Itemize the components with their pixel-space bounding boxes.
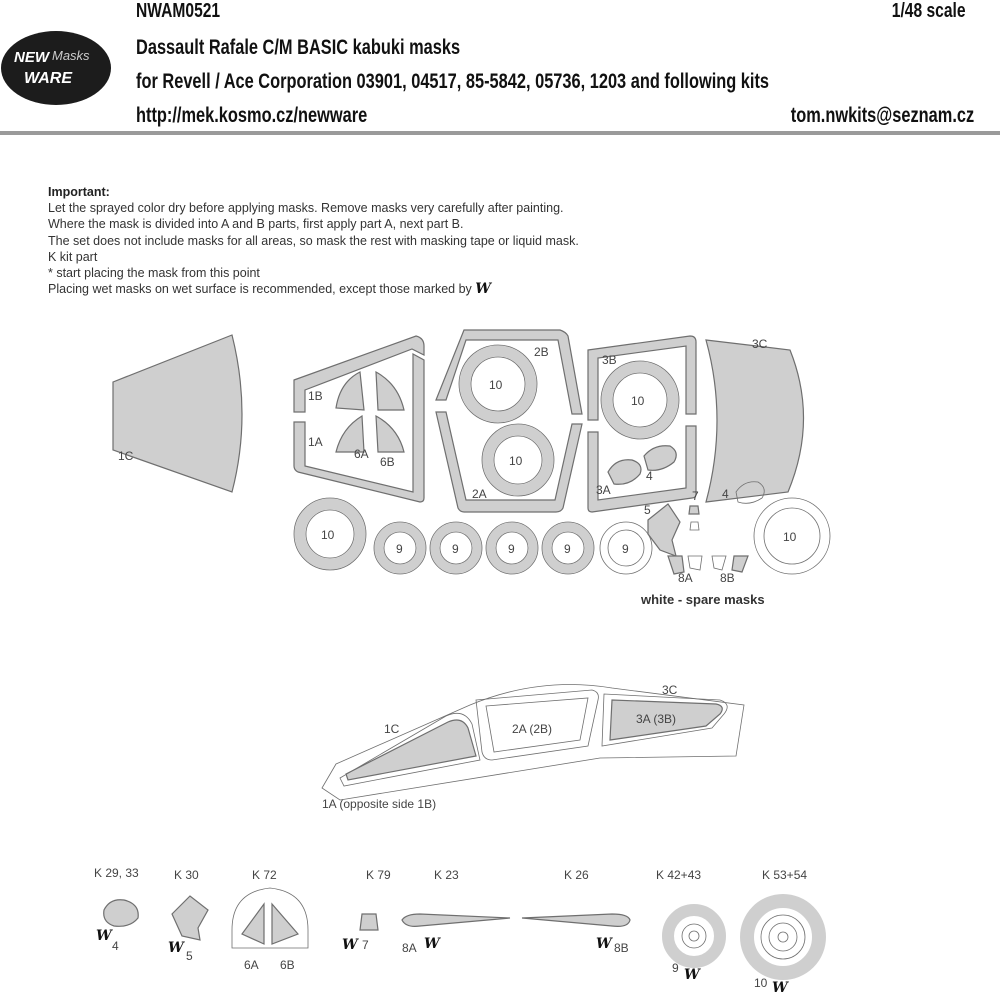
ring-9-label: 9 xyxy=(508,542,515,556)
ring-9-label: 9 xyxy=(452,542,459,556)
ring-9-label: 9 xyxy=(622,542,629,556)
w-symbol-icon: W xyxy=(96,928,112,944)
label-4: 4 xyxy=(646,469,653,483)
part-label-k29-33: K 29, 33 xyxy=(94,866,139,880)
part-number-7: 7 xyxy=(362,938,369,952)
mask-6B-lower xyxy=(376,416,404,452)
logo-text-ware: WARE xyxy=(24,70,72,87)
label-6B: 6B xyxy=(380,455,395,469)
part-number-6B: 6B xyxy=(280,958,295,972)
label-1C: 1C xyxy=(118,449,134,463)
wheel-hub-ring xyxy=(769,923,797,951)
ring-9-label: 9 xyxy=(564,542,571,556)
part-number-6A: 6A xyxy=(244,958,259,972)
w-symbol-icon: W xyxy=(684,967,700,983)
label-3C: 3C xyxy=(752,337,768,351)
instruction-line: * start placing the mask from this point xyxy=(48,266,260,281)
label-8B: 8B xyxy=(720,571,735,585)
label-3B: 3B xyxy=(602,353,617,367)
part-k72-outline xyxy=(232,888,308,948)
website-link[interactable]: http://mek.kosmo.cz/newware xyxy=(136,104,368,127)
part-k30 xyxy=(172,896,208,940)
part-label-k53-54: K 53+54 xyxy=(762,868,808,882)
mask-5 xyxy=(648,504,680,556)
part-label-k23: K 23 xyxy=(434,868,459,882)
canopy-mask-1C xyxy=(346,720,476,780)
w-symbol-icon: W xyxy=(424,936,440,952)
part-number-5: 5 xyxy=(186,949,193,963)
part-k53-54-ring xyxy=(747,901,819,973)
w-symbol-icon: W xyxy=(168,940,184,956)
part-k42-43-ring xyxy=(668,910,720,962)
email-link[interactable]: tom.nwkits@seznam.cz xyxy=(790,104,974,127)
label-8A: 8A xyxy=(678,571,693,585)
mask-4-inner-b xyxy=(644,446,676,471)
w-symbol-icon: W xyxy=(342,937,358,953)
label-5: 5 xyxy=(644,503,651,517)
wheel-hub-center xyxy=(689,931,699,941)
part-number-4: 4 xyxy=(112,939,119,953)
instruction-line: Where the mask is divided into A and B parts, first apply part A, next part B. xyxy=(48,217,464,232)
instruction-line: K kit part xyxy=(48,249,98,264)
part-label-k42-43: K 42+43 xyxy=(656,868,702,882)
mask-7 xyxy=(689,506,699,514)
label-4-spare: 4 xyxy=(722,487,729,501)
mask-2B-frame xyxy=(436,330,582,414)
label-3A: 3A xyxy=(596,483,611,497)
part-k29-33 xyxy=(104,900,139,927)
canopy-label-3A: 3A (3B) xyxy=(636,712,677,726)
ring-10-label: 10 xyxy=(489,378,503,392)
wheel-hub-small xyxy=(682,924,706,948)
part-label-k72: K 72 xyxy=(252,868,277,882)
w-symbol-icon: W xyxy=(772,980,788,995)
part-label-k26: K 26 xyxy=(564,868,589,882)
part-label-k79: K 79 xyxy=(366,868,391,882)
w-symbol-icon: W xyxy=(475,281,492,298)
ring-10-label: 10 xyxy=(321,528,335,542)
label-2B: 2B xyxy=(534,345,549,359)
label-7: 7 xyxy=(692,489,699,503)
part-number-9: 9 xyxy=(672,961,679,975)
instruction-line: Let the sprayed color dry before applying masks. Remove masks very carefully after painting. xyxy=(48,201,564,216)
ring-10-label: 10 xyxy=(783,530,797,544)
logo-text-masks: Masks xyxy=(52,48,90,63)
part-number-8B: 8B xyxy=(614,941,629,955)
spare-mask-8A xyxy=(688,556,702,570)
product-code: NWAM0521 xyxy=(136,0,221,22)
label-2A: 2A xyxy=(472,487,487,501)
part-number-10: 10 xyxy=(754,976,768,990)
mask-1C xyxy=(113,335,242,492)
ring-10-label: 10 xyxy=(631,394,645,408)
kit-compatibility: for Revell / Ace Corporation 03901, 04517, 85-5842, 05736, 1203 and following kits xyxy=(136,70,770,93)
label-1B: 1B xyxy=(308,389,323,403)
mask-3C xyxy=(706,340,804,502)
instruction-text: Placing wet masks on wet surface is recommended, except those marked by xyxy=(48,282,472,297)
w-symbol-icon: W xyxy=(596,936,612,952)
logo-text-new: NEW xyxy=(14,49,49,66)
product-title: Dassault Rafale C/M BASIC kabuki masks xyxy=(136,36,461,59)
part-number-8A: 8A xyxy=(402,941,417,955)
instructions-heading: Important: xyxy=(48,185,110,199)
spare-mask-8B xyxy=(712,556,726,570)
part-k72-right xyxy=(272,904,298,944)
canopy-label-1C: 1C xyxy=(384,722,400,736)
spare-masks-note: white - spare masks xyxy=(641,592,765,607)
ring-9-label: 9 xyxy=(396,542,403,556)
canopy-label-2A: 2A (2B) xyxy=(512,722,553,736)
mask-4-inner-a xyxy=(608,460,641,485)
canopy-label-1A: 1A (opposite side 1B) xyxy=(322,797,437,811)
part-k72-left xyxy=(242,904,264,944)
part-k23 xyxy=(402,914,510,926)
ring-10-label: 10 xyxy=(509,454,523,468)
part-label-k30: K 30 xyxy=(174,868,199,882)
mask-6B-upper xyxy=(336,372,364,410)
wheel-hub-large xyxy=(761,915,805,959)
spare-mask-7 xyxy=(690,522,699,530)
label-6A: 6A xyxy=(354,447,369,461)
part-k79 xyxy=(360,914,378,930)
wheel-hub-center-large xyxy=(778,932,788,942)
scale-label: 1/48 scale xyxy=(892,0,966,22)
label-1A: 1A xyxy=(308,435,323,449)
part-k26 xyxy=(522,914,630,926)
canopy-outline xyxy=(322,684,744,800)
canopy-label-3C: 3C xyxy=(662,683,678,697)
mask-8B-b xyxy=(732,556,748,572)
mask-6B-upper-right xyxy=(376,372,404,410)
instruction-line: The set does not include masks for all areas, so mask the rest with masking tape or liquid mask. xyxy=(48,233,579,248)
